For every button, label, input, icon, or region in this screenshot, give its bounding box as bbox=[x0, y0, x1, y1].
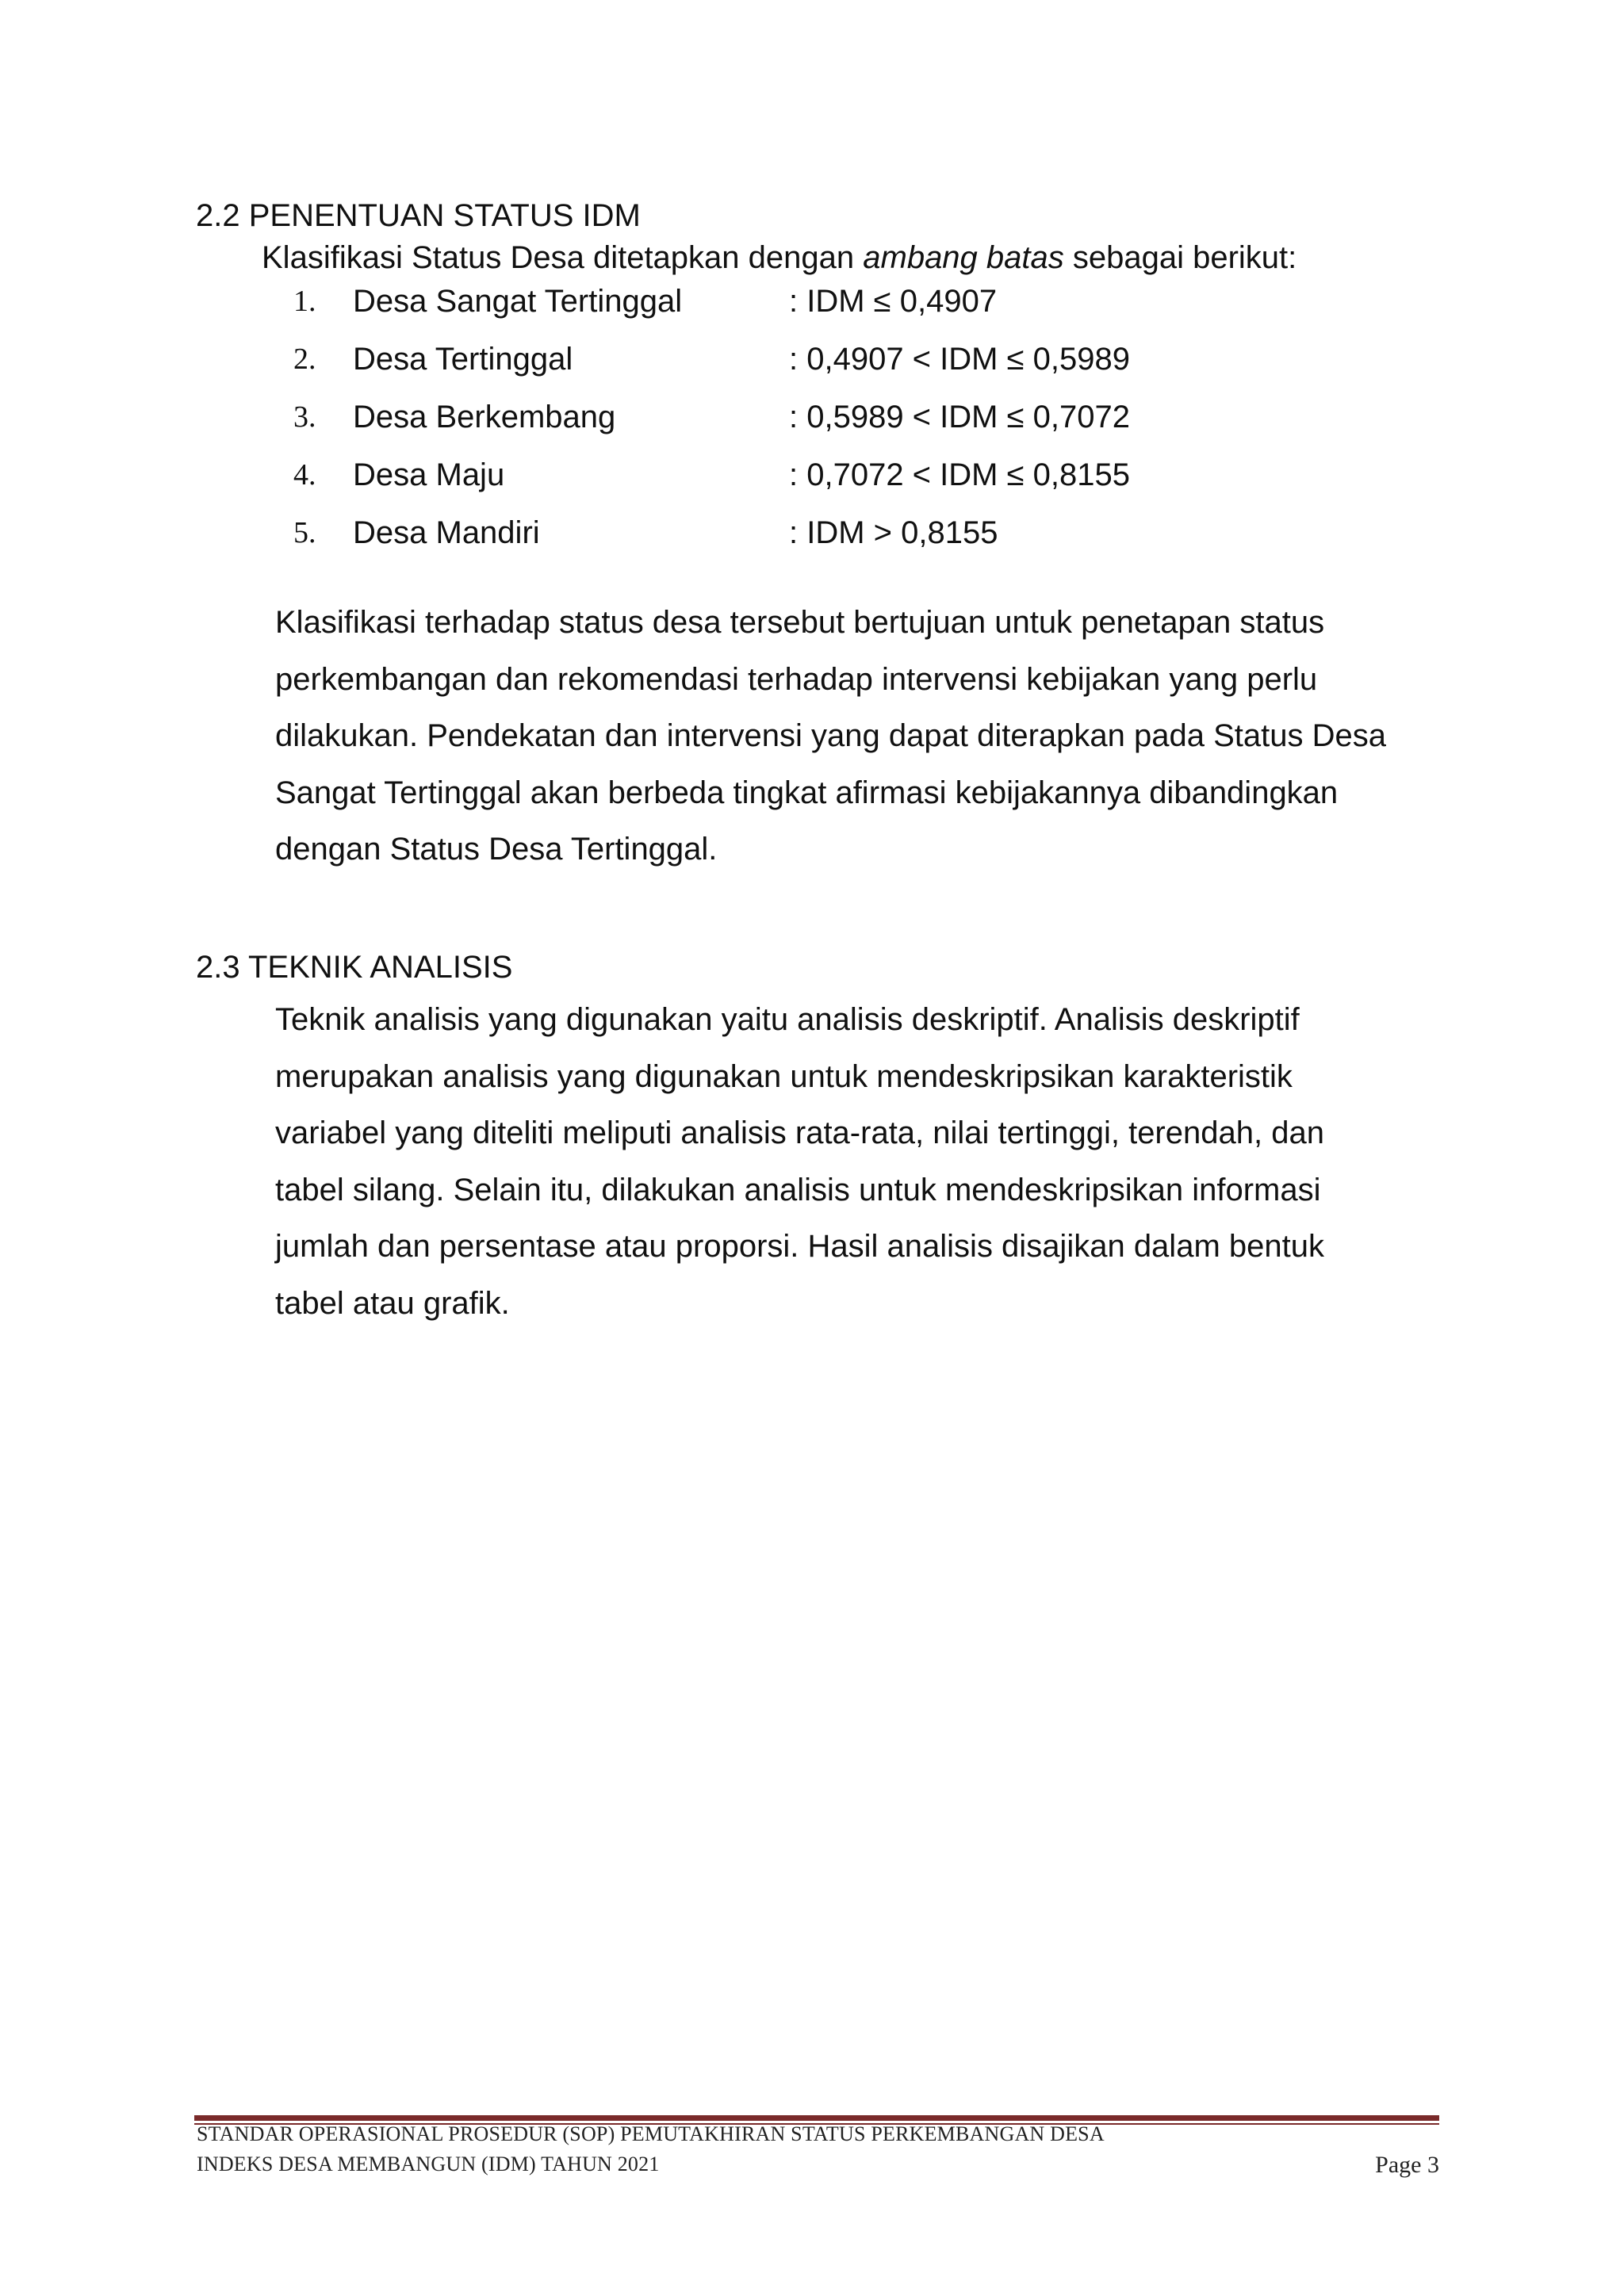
paragraph-line: variabel yang diteliti meliputi analisis rata-rata, nilai tertinggi, terendah, dan bbox=[275, 1115, 1324, 1150]
paragraph-line: Teknik analisis yang digunakan yaitu analisis deskriptif. Analisis deskriptif bbox=[275, 1002, 1300, 1037]
section-2-3-paragraph bbox=[275, 992, 1449, 1332]
list-number: 4. bbox=[293, 458, 316, 492]
classification-range: : 0,7072 < IDM ≤ 0,8155 bbox=[789, 457, 1130, 492]
paragraph-line: merupakan analisis yang digunakan untuk mendeskripsikan karakteristik bbox=[275, 1058, 1293, 1094]
classification-range: : 0,5989 < IDM ≤ 0,7072 bbox=[789, 400, 1130, 434]
classification-name: Desa Sangat Tertinggal bbox=[353, 284, 683, 319]
section-2-3-heading: 2.3 TEKNIK ANALISIS bbox=[196, 950, 513, 985]
footer-rule-thick bbox=[194, 2115, 1439, 2121]
classification-range: : 0,4907 < IDM ≤ 0,5989 bbox=[789, 342, 1130, 377]
list-number: 1. bbox=[293, 285, 316, 318]
paragraph-line: Klasifikasi terhadap status desa tersebut bertujuan untuk penetapan status bbox=[275, 605, 1325, 640]
classification-name: Desa Berkembang bbox=[353, 400, 616, 434]
intro-text-start: Klasifikasi Status Desa ditetapkan dengan bbox=[262, 240, 864, 275]
section-2-2-intro bbox=[262, 240, 1297, 276]
paragraph-line: jumlah dan persentase atau proporsi. Hasil analisis disajikan dalam bentuk bbox=[275, 1229, 1324, 1264]
paragraph-line: dengan Status Desa Tertinggal. bbox=[275, 832, 718, 867]
list-number: 2. bbox=[293, 342, 316, 376]
section-2-2-heading: 2.2 PENENTUAN STATUS IDM bbox=[196, 198, 641, 233]
page-number: Page 3 bbox=[1375, 2152, 1439, 2178]
paragraph-line: dilakukan. Pendekatan dan intervensi yang dapat diterapkan pada Status Desa bbox=[275, 718, 1386, 753]
paragraph-line: tabel atau grafik. bbox=[275, 1285, 510, 1321]
footer-title-line-2: INDEKS DESA MEMBANGUN (IDM) TAHUN 2021 bbox=[197, 2152, 660, 2175]
classification-range: : IDM ≤ 0,4907 bbox=[789, 284, 998, 319]
classification-name: Desa Mandiri bbox=[353, 515, 540, 550]
intro-text-italic: ambang batas bbox=[863, 240, 1064, 275]
list-number: 5. bbox=[293, 516, 316, 549]
paragraph-line: perkembangan dan rekomendasi terhadap intervensi kebijakan yang perlu bbox=[275, 661, 1318, 697]
list-number: 3. bbox=[293, 400, 316, 434]
footer-title-line-1: STANDAR OPERASIONAL PROSEDUR (SOP) PEMUTAKHIRAN STATUS PERKEMBANGAN DESA bbox=[197, 2122, 1105, 2145]
section-2-2-paragraph bbox=[275, 595, 1449, 878]
paragraph-line: tabel silang. Selain itu, dilakukan analisis untuk mendeskripsikan informasi bbox=[275, 1172, 1321, 1207]
paragraph-line: Sangat Tertinggal akan berbeda tingkat afirmasi kebijakannya dibandingkan bbox=[275, 775, 1339, 810]
classification-name: Desa Maju bbox=[353, 457, 505, 492]
classification-range: : IDM > 0,8155 bbox=[789, 515, 998, 550]
classification-name: Desa Tertinggal bbox=[353, 342, 573, 377]
intro-text-end: sebagai berikut: bbox=[1063, 240, 1297, 275]
